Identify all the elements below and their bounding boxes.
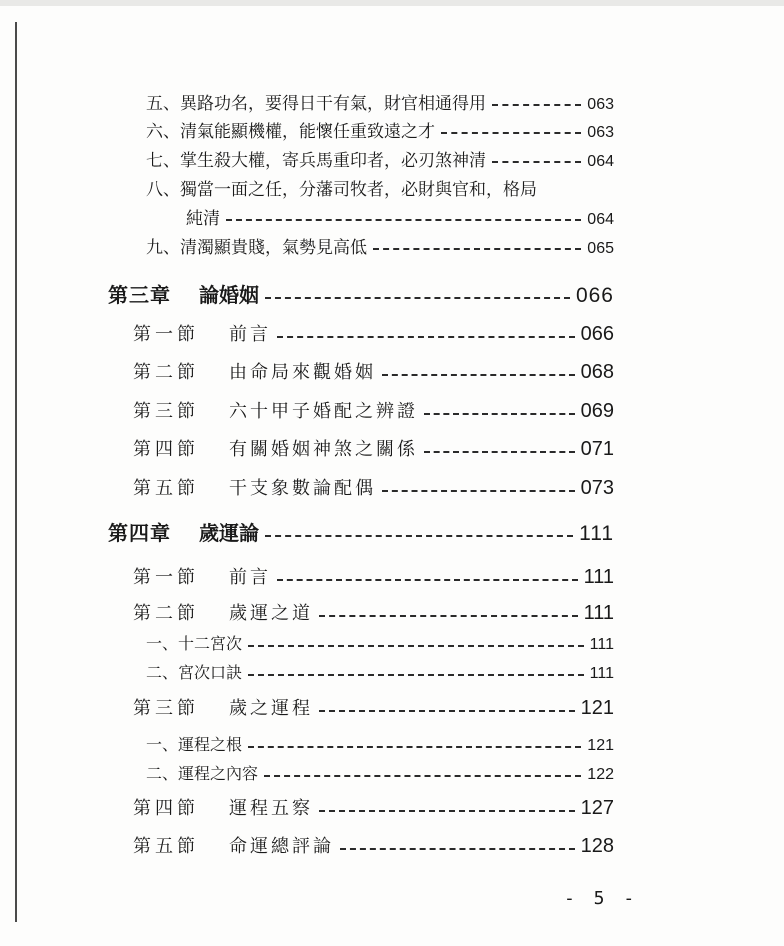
toc-item <box>146 147 614 171</box>
chapter-page: 066 <box>575 284 614 307</box>
dot-leader <box>319 615 578 617</box>
toc-item-text: 八、獨當一面之任，分藩司牧者，必財與官和，格局 <box>146 180 537 200</box>
chapter-heading <box>108 514 614 546</box>
toc-item <box>146 176 614 200</box>
chapter-title: 歲運論 <box>199 521 259 545</box>
dot-leader <box>492 161 581 163</box>
chapter-page: 111 <box>579 522 614 545</box>
dot-leader <box>277 336 575 338</box>
section-row <box>133 828 614 858</box>
section-number: 第三節 <box>133 698 199 719</box>
section-title: 干支象數論配偶 <box>229 478 376 499</box>
toc-item-text: 六、清氣能顯機權，能懷任重致遠之才 <box>146 122 435 142</box>
subsection-row <box>146 630 614 654</box>
subsection-row <box>146 659 614 683</box>
toc-item-text: 七、掌生殺大權，寄兵馬重印者，必刃煞神清 <box>146 151 486 171</box>
subsection-page: 111 <box>589 665 614 682</box>
section-page: 111 <box>583 566 614 588</box>
dot-leader <box>226 219 581 221</box>
section-title: 前言 <box>229 324 271 345</box>
toc-item-continuation <box>186 205 614 229</box>
dot-leader <box>424 451 575 453</box>
section-row <box>133 790 614 820</box>
subsection-page: 122 <box>587 766 614 783</box>
section-title: 由命局來觀婚姻 <box>229 362 376 383</box>
toc-item-page: 063 <box>587 96 614 113</box>
section-title: 命運總評論 <box>229 836 334 857</box>
toc-item-page: 064 <box>587 211 614 228</box>
dot-leader <box>248 674 584 676</box>
dot-leader <box>277 579 578 581</box>
section-row <box>133 393 614 423</box>
subsection-title: 一、十二宮次 <box>146 634 243 653</box>
section-title: 六十甲子婚配之辨證 <box>229 401 418 422</box>
section-number: 第四節 <box>133 439 199 460</box>
section-title: 運程五察 <box>229 798 313 819</box>
dot-leader <box>340 848 575 850</box>
dot-leader <box>248 746 581 748</box>
dot-leader <box>441 132 581 134</box>
subsection-page: 111 <box>589 636 614 653</box>
subsection-title: 一、運程之根 <box>146 735 243 754</box>
chapter-number: 第三章 <box>108 283 171 307</box>
section-page: 066 <box>580 323 614 345</box>
section-page: 073 <box>580 477 614 499</box>
dot-leader <box>319 810 575 812</box>
toc-item <box>146 234 614 258</box>
section-number: 第一節 <box>133 567 199 588</box>
section-page: 071 <box>580 438 614 460</box>
section-page: 128 <box>580 835 614 857</box>
section-number: 第五節 <box>133 836 199 857</box>
toc-item-page: 065 <box>587 240 614 257</box>
section-row <box>133 470 614 500</box>
section-row <box>133 559 614 589</box>
dot-leader <box>265 297 570 299</box>
dot-leader <box>319 710 575 712</box>
section-page: 121 <box>580 697 614 719</box>
toc-item-text: 純清 <box>186 209 220 229</box>
subsection-row <box>146 760 614 784</box>
dot-leader <box>492 104 581 106</box>
section-title: 歲運之道 <box>229 603 313 624</box>
dot-leader <box>264 775 581 777</box>
section-page: 069 <box>580 400 614 422</box>
subsection-title: 二、運程之內容 <box>146 764 259 783</box>
section-page: 068 <box>580 361 614 383</box>
page-number: - 5 - <box>564 888 639 909</box>
subsection-page: 121 <box>587 737 614 754</box>
chapter-title: 論婚姻 <box>199 283 259 307</box>
toc-item-text: 五、異路功名，要得日干有氣，財官相通得用 <box>146 94 486 114</box>
dot-leader <box>382 374 575 376</box>
section-page: 111 <box>583 602 614 624</box>
toc-item-text: 九、清濁顯貴賤，氣勢見高低 <box>146 238 367 258</box>
section-number: 第四節 <box>133 798 199 819</box>
section-title: 有關婚姻神煞之關係 <box>229 439 418 460</box>
toc-item <box>146 118 614 142</box>
section-number: 第三節 <box>133 401 199 422</box>
subsection-row <box>146 731 614 755</box>
section-number: 第一節 <box>133 324 199 345</box>
toc-item-page: 063 <box>587 124 614 141</box>
section-number: 第二節 <box>133 362 199 383</box>
section-row <box>133 595 614 625</box>
dot-leader <box>373 248 581 250</box>
section-row <box>133 316 614 346</box>
toc-item <box>146 90 614 114</box>
section-title: 前言 <box>229 567 271 588</box>
dot-leader <box>248 645 584 647</box>
dot-leader <box>424 413 575 415</box>
chapter-heading <box>108 276 614 308</box>
section-number: 第五節 <box>133 478 199 499</box>
section-page: 127 <box>580 797 614 819</box>
subsection-title: 二、宮次口訣 <box>146 663 243 682</box>
section-row <box>133 690 614 720</box>
chapter-number: 第四章 <box>108 521 171 545</box>
section-number: 第二節 <box>133 603 199 624</box>
dot-leader <box>265 535 573 537</box>
section-title: 歲之運程 <box>229 698 313 719</box>
toc-item-page: 064 <box>587 153 614 170</box>
dot-leader <box>382 490 575 492</box>
section-row <box>133 354 614 384</box>
section-row <box>133 431 614 461</box>
